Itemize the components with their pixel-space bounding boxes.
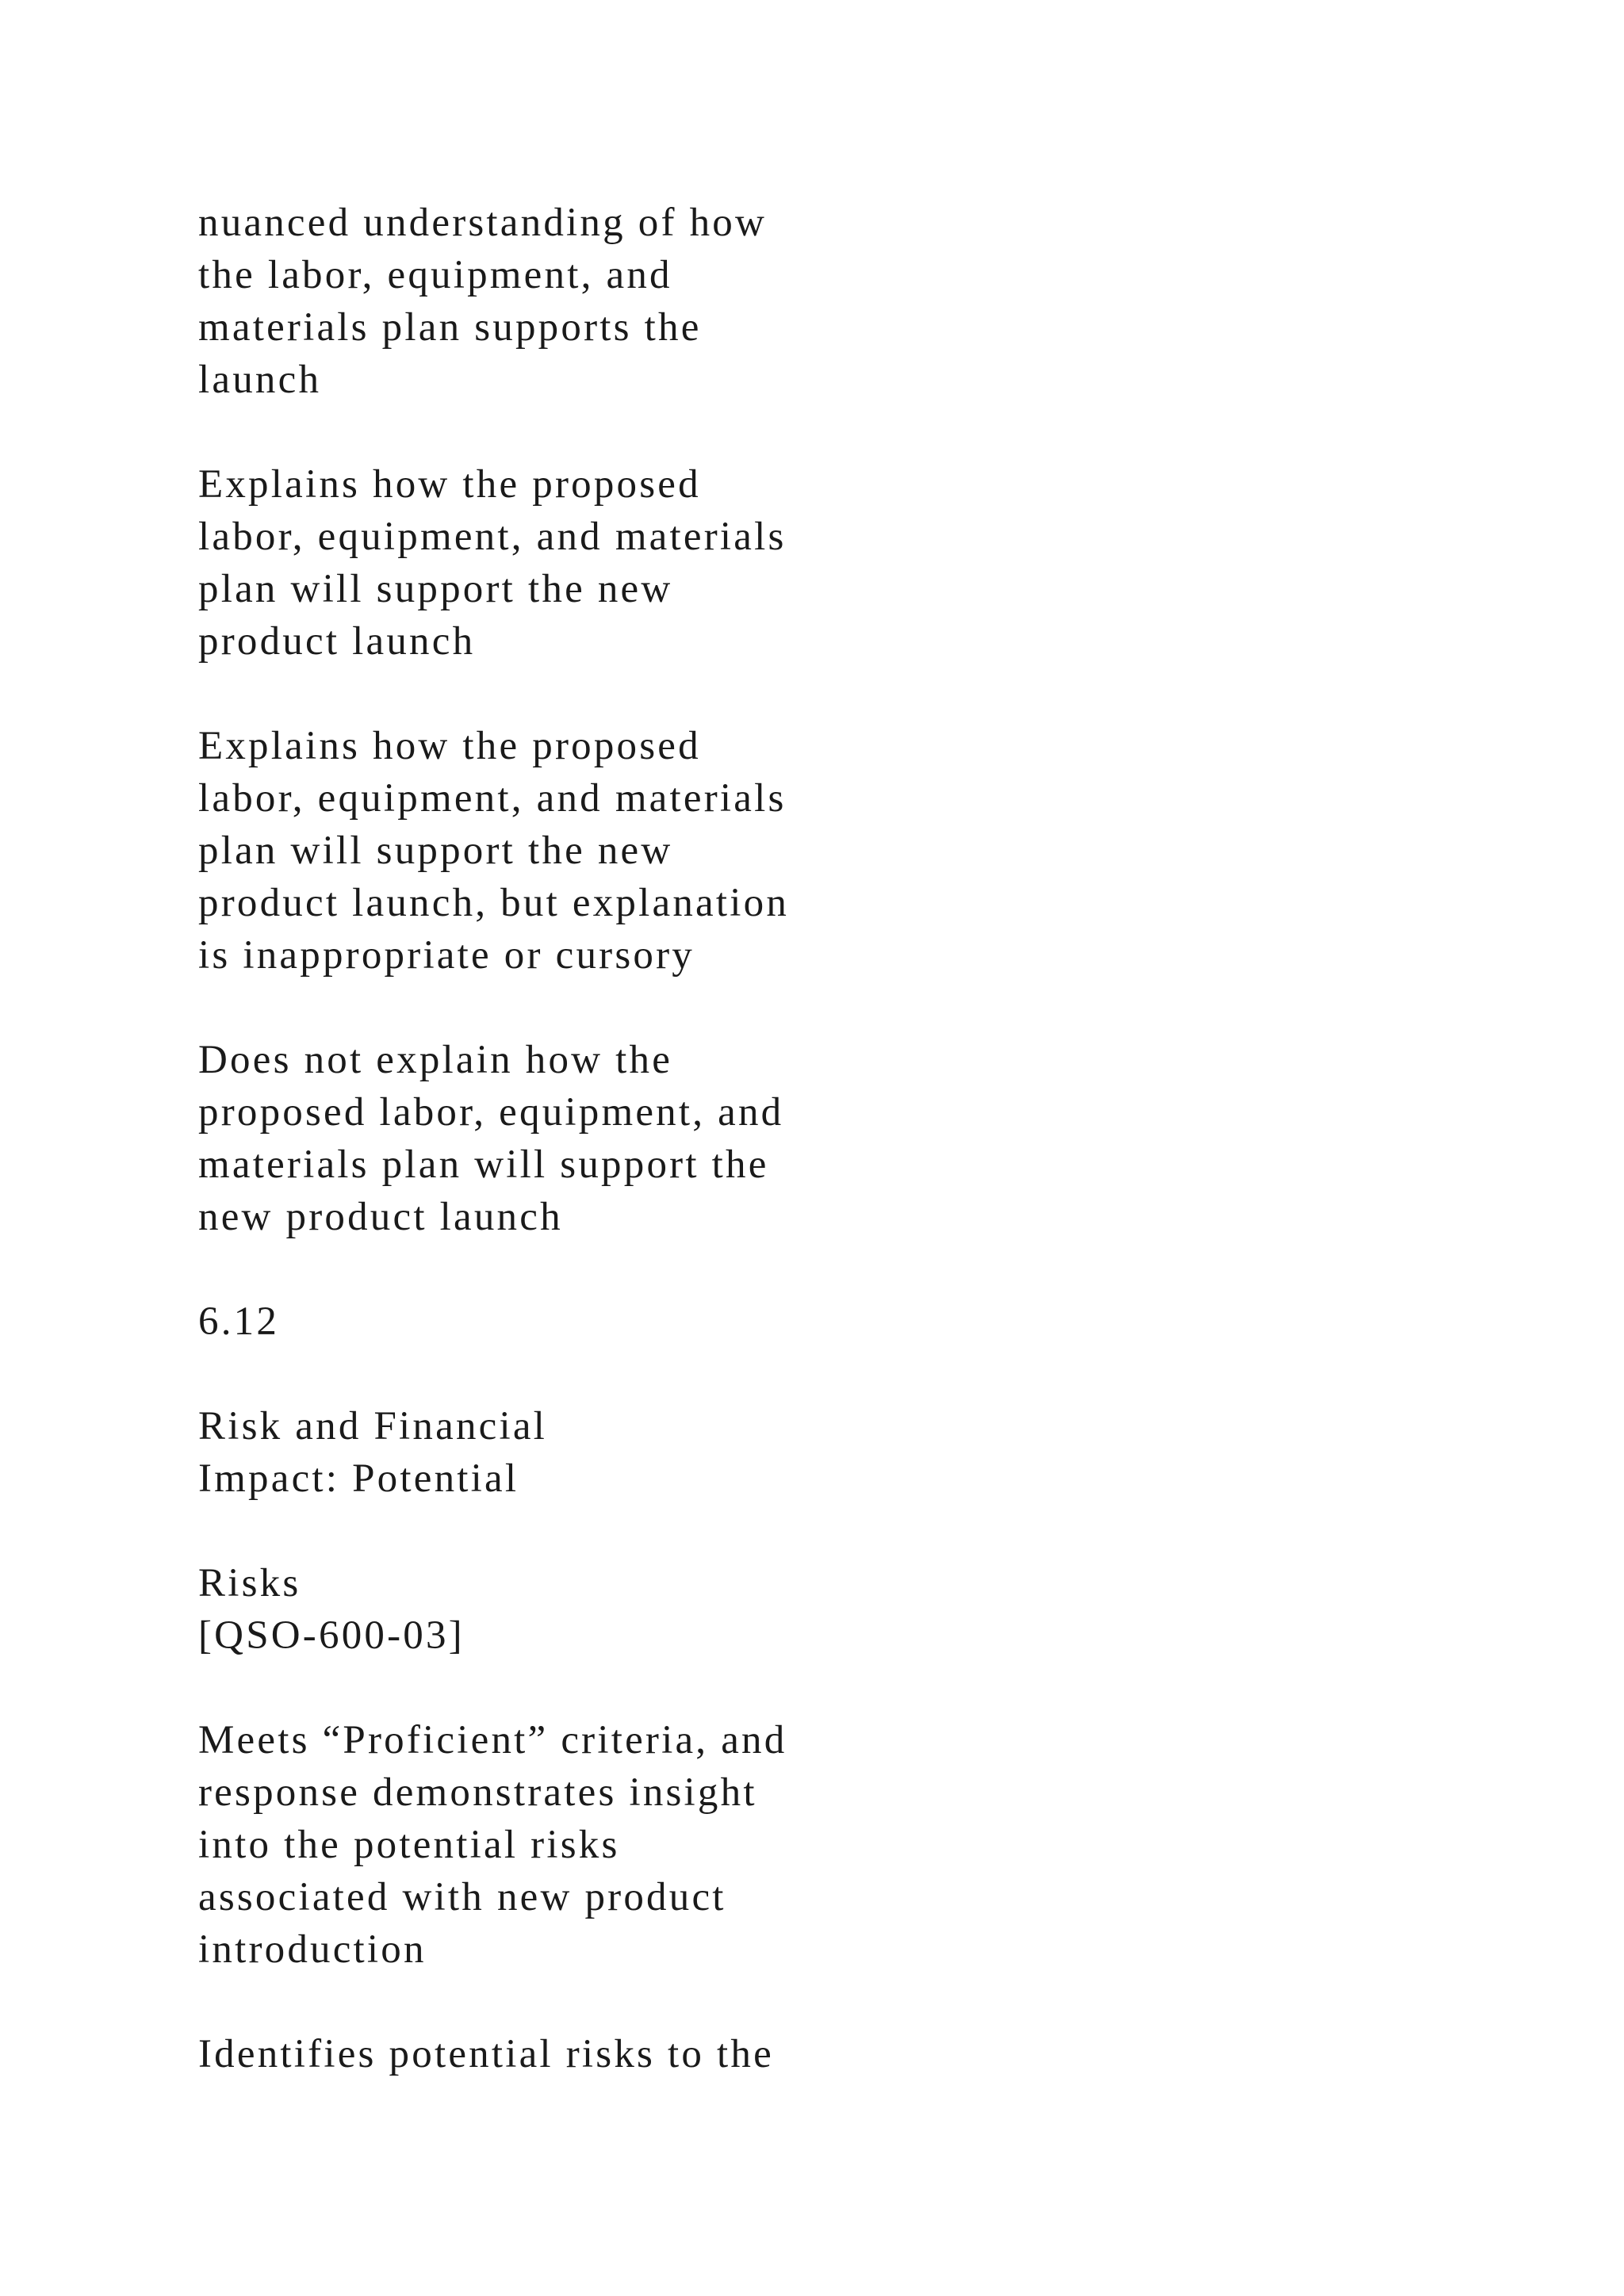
score-value: [198, 1295, 912, 1348]
text-line: Risk and Financial: [198, 1404, 548, 1448]
text-line: Explains how the proposed: [198, 724, 701, 768]
paragraph-proficient-start: [198, 2028, 912, 2080]
criterion-heading: [198, 1400, 912, 1505]
text-line: the labor, equipment, and: [198, 253, 672, 297]
text-line: Explains how the proposed: [198, 462, 701, 507]
text-line: plan will support the new: [198, 828, 673, 873]
text-line: launch: [198, 358, 322, 402]
text-line: proposed labor, equipment, and: [198, 1090, 784, 1135]
document-body: [198, 197, 912, 2133]
text-line: labor, equipment, and materials: [198, 776, 787, 821]
text-line: Meets “Proficient” criteria, and: [198, 1718, 787, 1762]
text-line: nuanced understanding of how: [198, 201, 768, 245]
text-line: new product launch: [198, 1195, 563, 1239]
text-line: associated with new product: [198, 1875, 726, 1919]
text-line: materials plan will support the: [198, 1142, 769, 1187]
paragraph-proficient: [198, 458, 912, 668]
text-line: product launch, but explanation: [198, 881, 790, 925]
text-line: [QSO-600-03]: [198, 1613, 465, 1658]
paragraph-needs-improvement: [198, 720, 912, 982]
text-line: plan will support the new: [198, 567, 673, 611]
text-line: Does not explain how the: [198, 1038, 673, 1082]
text-line: is inappropriate or cursory: [198, 933, 695, 978]
paragraph-exemplary: [198, 1714, 912, 1976]
text-line: Identifies potential risks to the: [198, 2032, 774, 2076]
paragraph-proficient-continuation: [198, 197, 912, 406]
text-line: introduction: [198, 1927, 427, 1972]
text-line: labor, equipment, and materials: [198, 515, 787, 559]
paragraph-not-evident: [198, 1034, 912, 1243]
text-line: product launch: [198, 619, 476, 664]
text-line: Risks: [198, 1561, 301, 1605]
text-line: materials plan supports the: [198, 305, 702, 350]
text-line: 6.12: [198, 1299, 280, 1344]
text-line: response demonstrates insight: [198, 1770, 757, 1815]
criterion-subheading: [198, 1557, 912, 1662]
text-line: Impact: Potential: [198, 1456, 519, 1501]
text-line: into the potential risks: [198, 1823, 620, 1867]
